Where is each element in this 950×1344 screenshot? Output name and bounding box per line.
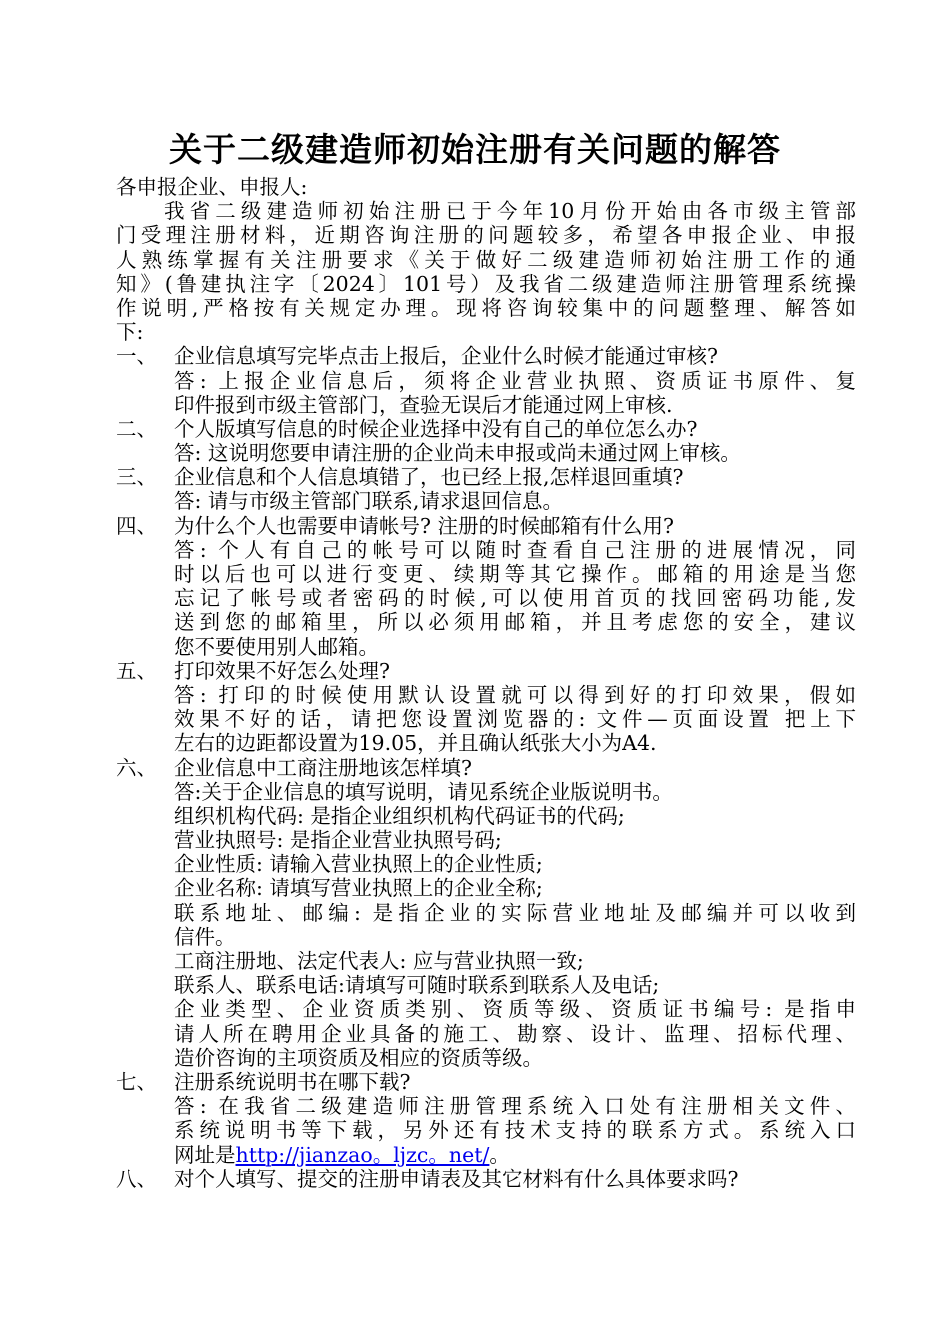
answer-line: 答:关于企业信息的填写说明，请见系统企业版说明书。	[174, 779, 673, 804]
question-text: 企业信息填写完毕点击上报后，企业什么时候才能通过审核?	[174, 344, 718, 369]
answer-line: 企业类型、企业资质类别、资质等级、资质证书编号: 是指申	[174, 997, 856, 1022]
question-number: 八、	[116, 1166, 157, 1191]
answer-line: 答: 请与市级主管部门联系,请求退回信息。	[174, 489, 563, 514]
qa-item	[116, 756, 856, 1070]
answer-line: 营业执照号: 是指企业营业执照号码;	[174, 828, 502, 853]
question-line	[116, 756, 856, 780]
question-number: 七、	[116, 1069, 157, 1094]
answer-line: 答: 这说明您要申请注册的企业尚未申报或尚未通过网上审核。	[174, 441, 741, 466]
qa-item	[116, 417, 856, 465]
question-number: 三、	[116, 465, 157, 490]
question-text: 对个人填写、提交的注册申请表及其它材料有什么具体要求吗?	[174, 1166, 739, 1191]
qa-item	[116, 659, 856, 756]
answer-line: 忘记了帐号或者密码的时候,可以使用首页的找回密码功能,发	[174, 586, 856, 611]
qa-item	[116, 1070, 856, 1167]
answer-line: 联系人、联系电话:请填写可随时联系到联系人及电话;	[174, 973, 660, 998]
question-line	[116, 344, 856, 368]
answer-line: 答: 在我省二级建造师注册管理系统入口处有注册相关文件、	[174, 1094, 856, 1119]
answer-line: 印件报到市级主管部门，查验无误后才能通过网上审核.	[174, 392, 673, 417]
question-number: 二、	[116, 416, 157, 441]
question-number: 六、	[116, 755, 157, 780]
qa-item	[116, 514, 856, 659]
answer-line: 组织机构代码: 是指企业组织机构代码证书的代码;	[174, 803, 625, 828]
question-text: 个人版填写信息的时候企业选择中没有自己的单位怎么办?	[174, 416, 698, 441]
question-text: 为什么个人也需要申请帐号? 注册的时候邮箱有什么用?	[174, 513, 674, 538]
qa-item	[116, 1167, 856, 1191]
question-line	[116, 465, 856, 489]
page-title: 关于二级建造师初始注册有关问题的解答	[169, 130, 781, 169]
question-number: 五、	[116, 658, 157, 683]
answer-line: 答: 上报企业信息后，须将企业营业执照、资质证书原件、复	[174, 368, 856, 393]
url-prefix: 网址是	[174, 1142, 236, 1167]
salutation: 各申报企业、申报人:	[116, 175, 308, 199]
question-text: 企业信息中工商注册地该怎样填?	[174, 755, 472, 780]
question-line	[116, 417, 856, 441]
answer-line: 请人所在聘用企业具备的施工、勘察、设计、监理、招标代理、	[174, 1021, 856, 1046]
question-line	[116, 1070, 856, 1094]
question-line	[116, 659, 856, 683]
intro-paragraph	[116, 199, 856, 344]
url-suffix: 。	[489, 1142, 510, 1167]
question-text: 企业信息和个人信息填错了，也已经上报,怎样退回重填?	[174, 465, 684, 490]
answer-line: 联系地址、邮编: 是指企业的实际营业地址及邮编并可以收到	[174, 900, 856, 925]
answer-line: 造价咨询的主项资质及相应的资质等级。	[174, 1045, 543, 1070]
answer-line: 系统说明书等下载，另外还有技术支持的联系方式。系统入口	[174, 1118, 856, 1143]
system-entry-link[interactable]: http://jianzao。ljzc。net/	[235, 1142, 490, 1167]
question-line	[116, 1167, 856, 1191]
intro-line: 知》(鲁建执注字〔2024〕101号）及我省二级建造师注册管理系统操	[116, 271, 856, 296]
intro-line: 人熟练掌握有关注册要求《关于做好二级建造师初始注册工作的通	[116, 247, 856, 272]
question-number: 一、	[116, 344, 157, 369]
answer-line: 左右的边距都设置为19.05，并且确认纸张大小为A4.	[174, 731, 657, 756]
question-text: 注册系统说明书在哪下载?	[174, 1069, 411, 1094]
intro-line: 下:	[116, 320, 144, 345]
intro-line: 门受理注册材料，近期咨询注册的问题较多，希望各申报企业、申报	[116, 223, 856, 248]
intro-line: 作说明,严格按有关规定办理。现将咨询较集中的问题整理、解答如	[116, 295, 856, 320]
answer-line: 信件。	[174, 924, 236, 949]
answer-line: 企业名称: 请填写营业执照上的企业全称;	[174, 876, 543, 901]
answer-line: 时以后也可以进行变更、续期等其它操作。邮箱的用途是当您	[174, 562, 856, 586]
answer-line: 答: 打印的时候使用默认设置就可以得到好的打印效果，假如	[174, 682, 856, 707]
answer-line: 您不要使用别人邮箱。	[174, 634, 379, 659]
answer-line: 工商注册地、法定代表人: 应与营业执照一致;	[174, 949, 584, 973]
intro-line: 我省二级建造师初始注册已于今年10月份开始由各市级主管部	[164, 199, 856, 224]
qa-item	[116, 465, 856, 513]
answer-line: 企业性质: 请输入营业执照上的企业性质;	[174, 852, 543, 877]
answer-line: 答: 个人有自己的帐号可以随时查看自己注册的进展情况，同	[174, 537, 856, 562]
document-body	[116, 175, 856, 1191]
qa-item	[116, 344, 856, 417]
answer-line: 效果不好的话，请把您设置浏览器的: 文件—页面设置 把上下	[174, 707, 856, 732]
question-line	[116, 514, 856, 538]
answer-url-line	[116, 1143, 856, 1167]
question-text: 打印效果不好怎么处理?	[174, 658, 390, 683]
question-number: 四、	[116, 513, 157, 538]
answer-line: 送到您的邮箱里，所以必须用邮箱，并且考虑您的安全，建议	[174, 610, 856, 635]
